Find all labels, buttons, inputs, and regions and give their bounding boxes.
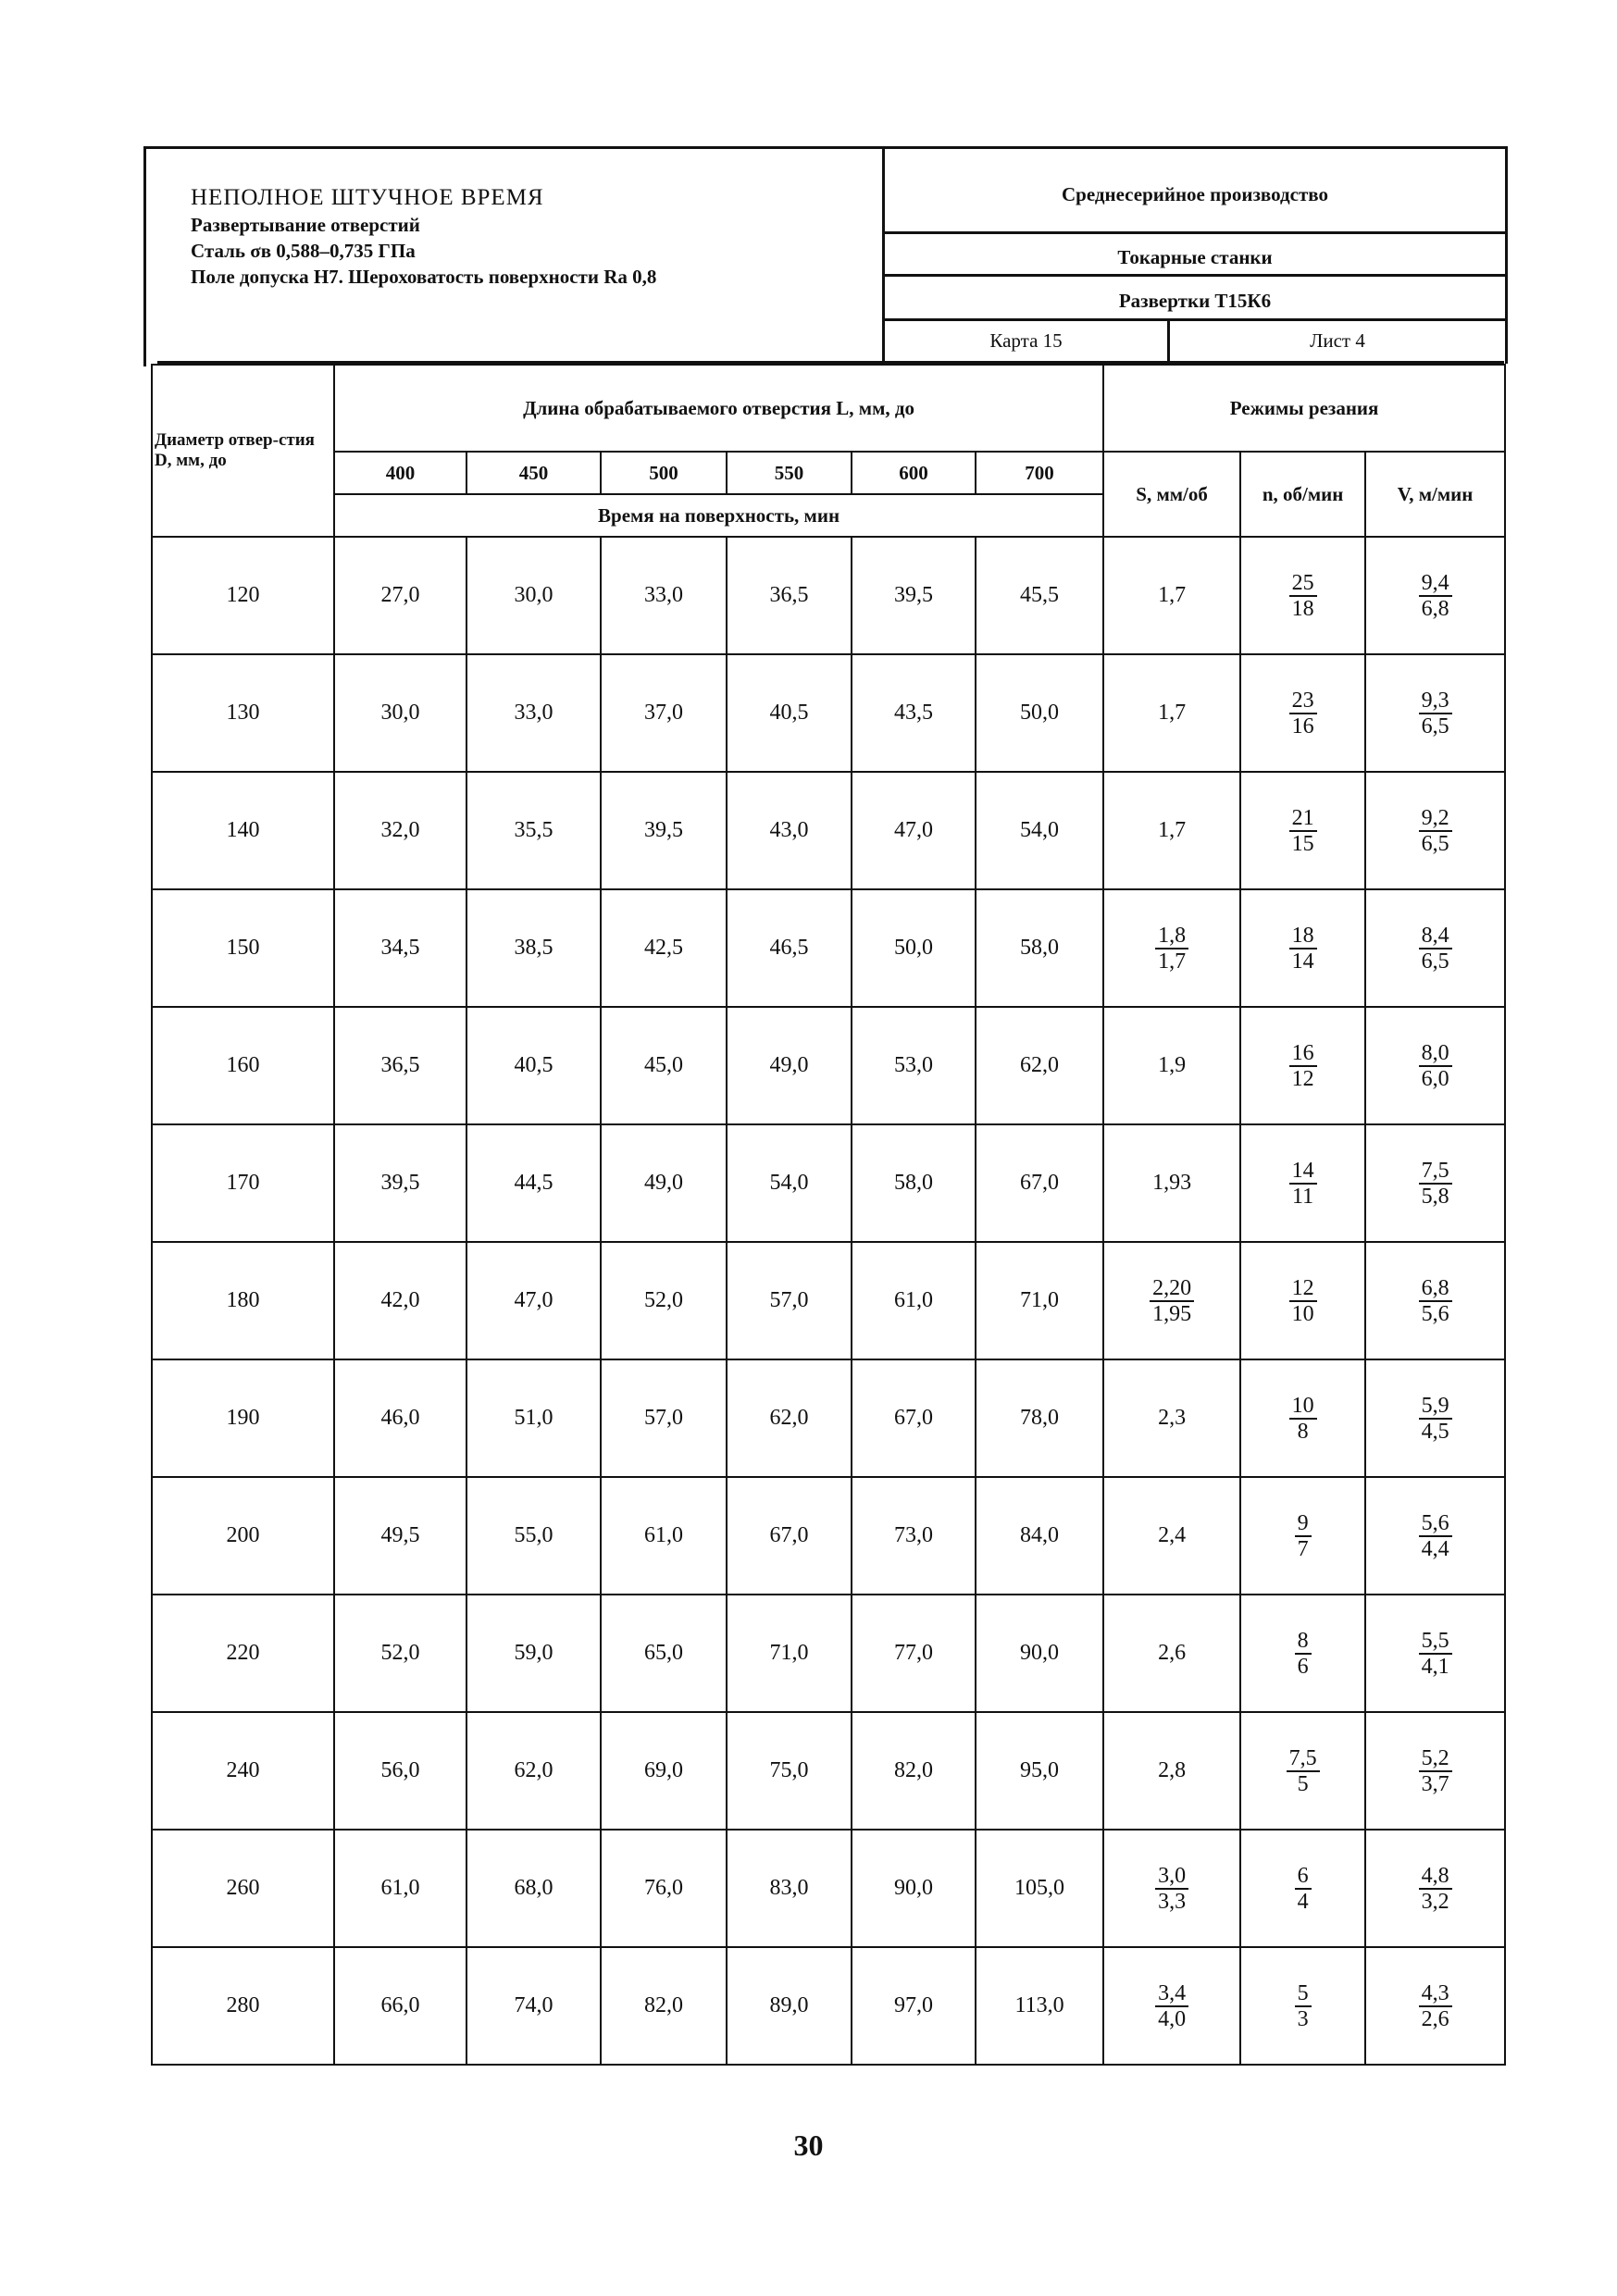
speed-rpm-cell <box>1240 1477 1365 1595</box>
header-block <box>143 146 1507 366</box>
cutting-speed-cell <box>1365 1947 1505 2065</box>
fraction <box>1419 1746 1452 1796</box>
fraction-denominator: 3,2 <box>1421 1889 1449 1914</box>
speed-rpm-cell <box>1240 1359 1365 1477</box>
fraction-numerator: 9 <box>1295 1511 1312 1537</box>
time-cell: 33,0 <box>466 654 601 772</box>
time-cell: 56,0 <box>334 1712 466 1830</box>
time-cell: 76,0 <box>601 1830 727 1947</box>
time-cell: 40,5 <box>727 654 852 772</box>
machine-type: Токарные станки <box>1117 246 1273 268</box>
speed-rpm-cell <box>1240 654 1365 772</box>
tool-type: Развертки Т15К6 <box>1118 290 1272 312</box>
fraction <box>1295 1629 1312 1679</box>
time-cell: 54,0 <box>976 772 1103 889</box>
cutting-speed-cell <box>1365 889 1505 1007</box>
time-cell: 32,0 <box>334 772 466 889</box>
time-cell: 90,0 <box>852 1830 976 1947</box>
fraction-denominator: 3 <box>1297 2006 1309 2031</box>
time-cell: 30,0 <box>466 537 601 654</box>
fraction-numerator: 6,8 <box>1419 1276 1452 1302</box>
time-cell: 53,0 <box>852 1007 976 1124</box>
time-cell: 113,0 <box>976 1947 1103 2065</box>
time-cell: 42,0 <box>334 1242 466 1359</box>
fraction <box>1419 1864 1452 1914</box>
production-type: Среднесерийное производство <box>1061 183 1328 205</box>
table-row <box>152 1595 1505 1712</box>
fraction-denominator: 4 <box>1297 1889 1309 1914</box>
fraction-denominator: 6,5 <box>1421 949 1449 974</box>
fraction <box>1419 1511 1452 1561</box>
fraction-denominator: 6,0 <box>1421 1066 1449 1091</box>
fraction-numerator: 9,2 <box>1419 806 1452 832</box>
speed-rpm-cell <box>1240 1712 1365 1830</box>
document-title: НЕПОЛНОЕ ШТУЧНОЕ ВРЕМЯ <box>191 185 544 210</box>
time-cell: 38,5 <box>466 889 601 1007</box>
table-row <box>152 889 1505 1007</box>
time-cell: 66,0 <box>334 1947 466 2065</box>
time-cell: 49,0 <box>601 1124 727 1242</box>
fraction <box>1295 1864 1312 1914</box>
fraction <box>1287 1746 1320 1796</box>
length-col-header: 500 <box>601 452 727 494</box>
time-cell: 82,0 <box>601 1947 727 2065</box>
fraction <box>1155 924 1188 974</box>
table-row <box>152 1712 1505 1830</box>
fraction <box>1419 689 1452 738</box>
feed-cell: 2,6 <box>1103 1595 1240 1712</box>
time-cell: 68,0 <box>466 1830 601 1947</box>
fraction <box>1289 1159 1317 1209</box>
cutting-speed-cell <box>1365 1007 1505 1124</box>
time-cell: 82,0 <box>852 1712 976 1830</box>
fraction <box>1289 1276 1317 1326</box>
time-cell: 73,0 <box>852 1477 976 1595</box>
time-cell: 90,0 <box>976 1595 1103 1712</box>
time-cell: 27,0 <box>334 537 466 654</box>
fraction-numerator: 5 <box>1295 1981 1312 2007</box>
diameter-cell: 200 <box>152 1477 334 1595</box>
fraction-denominator: 5 <box>1297 1771 1309 1796</box>
diameter-cell: 280 <box>152 1947 334 2065</box>
fraction-denominator: 6,5 <box>1421 714 1449 738</box>
fraction-numerator: 7,5 <box>1419 1159 1452 1185</box>
diameter-cell: 120 <box>152 537 334 654</box>
fraction-denominator: 15 <box>1291 831 1314 856</box>
table-row <box>152 1359 1505 1477</box>
time-cell: 34,5 <box>334 889 466 1007</box>
length-col-header: 550 <box>727 452 852 494</box>
time-cell: 97,0 <box>852 1947 976 2065</box>
time-cell: 50,0 <box>976 654 1103 772</box>
speed-rpm-header: n, об/мин <box>1240 452 1365 537</box>
time-cell: 61,0 <box>601 1477 727 1595</box>
time-cell: 69,0 <box>601 1712 727 1830</box>
fraction <box>1295 1511 1312 1561</box>
table-row <box>152 1947 1505 2065</box>
fraction-denominator: 4,1 <box>1421 1654 1449 1679</box>
table-row <box>152 537 1505 654</box>
time-cell: 46,5 <box>727 889 852 1007</box>
fraction-numerator: 5,6 <box>1419 1511 1452 1537</box>
table-row <box>152 654 1505 772</box>
length-col-header: 700 <box>976 452 1103 494</box>
fraction-numerator: 2,20 <box>1150 1276 1194 1302</box>
fraction-numerator: 3,0 <box>1155 1864 1188 1890</box>
table-row <box>152 772 1505 889</box>
time-cell: 52,0 <box>334 1595 466 1712</box>
fraction-denominator: 5,6 <box>1421 1301 1449 1326</box>
cutting-speed-cell <box>1365 1830 1505 1947</box>
fraction <box>1419 1394 1452 1444</box>
fraction <box>1419 1629 1452 1679</box>
time-cell: 39,5 <box>334 1124 466 1242</box>
diameter-cell: 220 <box>152 1595 334 1712</box>
fraction-denominator: 5,8 <box>1421 1184 1449 1209</box>
fraction-numerator: 6 <box>1295 1864 1312 1890</box>
fraction <box>1419 1041 1452 1091</box>
fraction-denominator: 8 <box>1297 1419 1309 1444</box>
time-cell: 43,0 <box>727 772 852 889</box>
feed-cell <box>1103 1947 1240 2065</box>
feed-cell: 1,9 <box>1103 1007 1240 1124</box>
time-cell: 83,0 <box>727 1830 852 1947</box>
cutting-speed-cell <box>1365 1595 1505 1712</box>
time-cell: 62,0 <box>466 1712 601 1830</box>
diameter-cell: 260 <box>152 1830 334 1947</box>
time-cell: 62,0 <box>976 1007 1103 1124</box>
time-cell: 45,5 <box>976 537 1103 654</box>
fraction-numerator: 4,3 <box>1419 1981 1452 2007</box>
time-cell: 74,0 <box>466 1947 601 2065</box>
time-cell: 47,0 <box>466 1242 601 1359</box>
time-cell: 57,0 <box>727 1242 852 1359</box>
time-cell: 46,0 <box>334 1359 466 1477</box>
modes-header: Режимы резания <box>1103 365 1505 452</box>
fraction-numerator: 9,4 <box>1419 571 1452 597</box>
fraction-denominator: 3,7 <box>1421 1771 1449 1796</box>
feed-cell: 2,8 <box>1103 1712 1240 1830</box>
time-header: Время на поверхность, мин <box>334 494 1103 537</box>
feed-cell: 2,4 <box>1103 1477 1240 1595</box>
time-cell: 39,5 <box>852 537 976 654</box>
length-col-header: 450 <box>466 452 601 494</box>
table-row <box>152 1830 1505 1947</box>
time-cell: 67,0 <box>976 1124 1103 1242</box>
speed-rpm-cell <box>1240 1124 1365 1242</box>
cutting-speed-cell <box>1365 1359 1505 1477</box>
feed-cell <box>1103 1242 1240 1359</box>
table-row <box>152 1007 1505 1124</box>
tolerance-line: Поле допуска H7. Шероховатость поверхности Ra 0,8 <box>191 266 657 288</box>
time-cell: 51,0 <box>466 1359 601 1477</box>
fraction-denominator: 3,3 <box>1158 1889 1187 1914</box>
time-cell: 50,0 <box>852 889 976 1007</box>
fraction <box>1150 1276 1194 1326</box>
speed-rpm-cell <box>1240 1007 1365 1124</box>
diameter-cell: 150 <box>152 889 334 1007</box>
time-cell: 71,0 <box>976 1242 1103 1359</box>
fraction <box>1289 806 1317 856</box>
fraction <box>1419 1159 1452 1209</box>
feed-cell: 1,7 <box>1103 654 1240 772</box>
fraction <box>1289 571 1317 621</box>
feed-header: S, мм/об <box>1103 452 1240 537</box>
diameter-cell: 190 <box>152 1359 334 1477</box>
fraction-denominator: 14 <box>1291 949 1314 974</box>
fraction <box>1155 1864 1188 1914</box>
fraction-numerator: 16 <box>1289 1041 1317 1067</box>
speed-rpm-cell <box>1240 1830 1365 1947</box>
time-cell: 105,0 <box>976 1830 1103 1947</box>
cutting-speed-header: V, м/мин <box>1365 452 1505 537</box>
fraction <box>1155 1981 1188 2031</box>
sheet-number: Лист 4 <box>1310 329 1365 352</box>
fraction-numerator: 3,4 <box>1155 1981 1188 2007</box>
cutting-speed-cell <box>1365 537 1505 654</box>
speed-rpm-cell <box>1240 1242 1365 1359</box>
diameter-cell: 170 <box>152 1124 334 1242</box>
fraction <box>1295 1981 1312 2031</box>
time-cell: 65,0 <box>601 1595 727 1712</box>
fraction-denominator: 11 <box>1292 1184 1314 1209</box>
speed-rpm-cell <box>1240 772 1365 889</box>
feed-cell: 2,3 <box>1103 1359 1240 1477</box>
material-line: Сталь σв 0,588–0,735 ГПа <box>191 240 416 262</box>
fraction <box>1289 1394 1317 1444</box>
diameter-header: Диаметр отвер-стия D, мм, до <box>152 365 334 537</box>
time-cell: 42,5 <box>601 889 727 1007</box>
fraction-numerator: 8 <box>1295 1629 1312 1655</box>
time-cell: 43,5 <box>852 654 976 772</box>
cutting-speed-cell <box>1365 654 1505 772</box>
time-cell: 49,5 <box>334 1477 466 1595</box>
time-cell: 89,0 <box>727 1947 852 2065</box>
header-info-panel <box>882 146 1508 364</box>
fraction-denominator: 1,7 <box>1158 949 1187 974</box>
fraction-numerator: 1,8 <box>1155 924 1188 949</box>
feed-cell: 1,93 <box>1103 1124 1240 1242</box>
table-row <box>152 1477 1505 1595</box>
fraction <box>1289 924 1317 974</box>
time-cell: 77,0 <box>852 1595 976 1712</box>
fraction-numerator: 14 <box>1289 1159 1317 1185</box>
diameter-cell: 240 <box>152 1712 334 1830</box>
fraction <box>1289 689 1317 738</box>
fraction-denominator: 4,0 <box>1158 2006 1187 2031</box>
speed-rpm-cell <box>1240 889 1365 1007</box>
cutting-speed-cell <box>1365 1477 1505 1595</box>
fraction <box>1419 571 1452 621</box>
time-cell: 62,0 <box>727 1359 852 1477</box>
time-cell: 67,0 <box>852 1359 976 1477</box>
fraction-numerator: 25 <box>1289 571 1317 597</box>
fraction-numerator: 4,8 <box>1419 1864 1452 1890</box>
fraction-numerator: 7,5 <box>1287 1746 1320 1772</box>
diameter-cell: 130 <box>152 654 334 772</box>
speed-rpm-cell <box>1240 537 1365 654</box>
time-cell: 54,0 <box>727 1124 852 1242</box>
time-cell: 33,0 <box>601 537 727 654</box>
fraction-numerator: 8,4 <box>1419 924 1452 949</box>
speed-rpm-cell <box>1240 1947 1365 2065</box>
cutting-speed-cell <box>1365 1712 1505 1830</box>
time-cell: 61,0 <box>334 1830 466 1947</box>
sheet-cell <box>1170 318 1505 361</box>
fraction-numerator: 5,9 <box>1419 1394 1452 1420</box>
time-cell: 59,0 <box>466 1595 601 1712</box>
table-body <box>152 537 1505 2065</box>
cutting-speed-cell <box>1365 772 1505 889</box>
fraction-numerator: 10 <box>1289 1394 1317 1420</box>
fraction-numerator: 12 <box>1289 1276 1317 1302</box>
fraction-denominator: 12 <box>1291 1066 1314 1091</box>
divider <box>885 274 1505 277</box>
cutting-speed-cell <box>1365 1242 1505 1359</box>
fraction-numerator: 5,5 <box>1419 1629 1452 1655</box>
cutting-time-table <box>151 364 1506 2066</box>
length-col-header: 600 <box>852 452 976 494</box>
divider <box>885 231 1505 234</box>
fraction <box>1419 1981 1452 2031</box>
fraction-numerator: 9,3 <box>1419 689 1452 714</box>
time-cell: 45,0 <box>601 1007 727 1124</box>
fraction-numerator: 5,2 <box>1419 1746 1452 1772</box>
length-header: Длина обрабатываемого отверстия L, мм, до <box>334 365 1103 452</box>
time-cell: 71,0 <box>727 1595 852 1712</box>
feed-cell <box>1103 1830 1240 1947</box>
speed-rpm-cell <box>1240 1595 1365 1712</box>
fraction-numerator: 21 <box>1289 806 1317 832</box>
fraction-denominator: 10 <box>1291 1301 1314 1326</box>
time-cell: 61,0 <box>852 1242 976 1359</box>
feed-cell <box>1103 889 1240 1007</box>
time-cell: 84,0 <box>976 1477 1103 1595</box>
fraction-denominator: 4,5 <box>1421 1419 1449 1444</box>
time-cell: 36,5 <box>334 1007 466 1124</box>
time-cell: 55,0 <box>466 1477 601 1595</box>
feed-cell: 1,7 <box>1103 537 1240 654</box>
time-cell: 37,0 <box>601 654 727 772</box>
time-cell: 39,5 <box>601 772 727 889</box>
time-cell: 49,0 <box>727 1007 852 1124</box>
table-row <box>152 1124 1505 1242</box>
time-cell: 36,5 <box>727 537 852 654</box>
fraction-denominator: 6,8 <box>1421 596 1449 621</box>
fraction-denominator: 4,4 <box>1421 1536 1449 1561</box>
fraction-denominator: 1,95 <box>1152 1301 1192 1326</box>
time-cell: 44,5 <box>466 1124 601 1242</box>
fraction-numerator: 23 <box>1289 689 1317 714</box>
fraction-denominator: 2,6 <box>1421 2006 1449 2031</box>
fraction-denominator: 7 <box>1297 1536 1309 1561</box>
fraction-denominator: 18 <box>1291 596 1314 621</box>
fraction-numerator: 8,0 <box>1419 1041 1452 1067</box>
feed-cell: 1,7 <box>1103 772 1240 889</box>
diameter-cell: 140 <box>152 772 334 889</box>
card-number: Карта 15 <box>989 329 1063 352</box>
time-cell: 78,0 <box>976 1359 1103 1477</box>
time-cell: 52,0 <box>601 1242 727 1359</box>
time-cell: 47,0 <box>852 772 976 889</box>
fraction-denominator: 6,5 <box>1421 831 1449 856</box>
fraction <box>1419 806 1452 856</box>
time-cell: 75,0 <box>727 1712 852 1830</box>
time-cell: 35,5 <box>466 772 601 889</box>
time-cell: 95,0 <box>976 1712 1103 1830</box>
fraction-denominator: 6 <box>1297 1654 1309 1679</box>
operation-line: Развертывание отверстий <box>191 214 420 236</box>
time-cell: 58,0 <box>852 1124 976 1242</box>
time-cell: 57,0 <box>601 1359 727 1477</box>
fraction <box>1419 1276 1452 1326</box>
table-row <box>152 1242 1505 1359</box>
length-col-header: 400 <box>334 452 466 494</box>
time-cell: 67,0 <box>727 1477 852 1595</box>
time-cell: 40,5 <box>466 1007 601 1124</box>
fraction-denominator: 16 <box>1291 714 1314 738</box>
fraction-numerator: 18 <box>1289 924 1317 949</box>
time-cell: 58,0 <box>976 889 1103 1007</box>
diameter-cell: 160 <box>152 1007 334 1124</box>
cutting-speed-cell <box>1365 1124 1505 1242</box>
fraction <box>1289 1041 1317 1091</box>
time-cell: 30,0 <box>334 654 466 772</box>
diameter-cell: 180 <box>152 1242 334 1359</box>
fraction <box>1419 924 1452 974</box>
page-number: 30 <box>793 2128 824 2162</box>
card-cell <box>885 318 1170 361</box>
